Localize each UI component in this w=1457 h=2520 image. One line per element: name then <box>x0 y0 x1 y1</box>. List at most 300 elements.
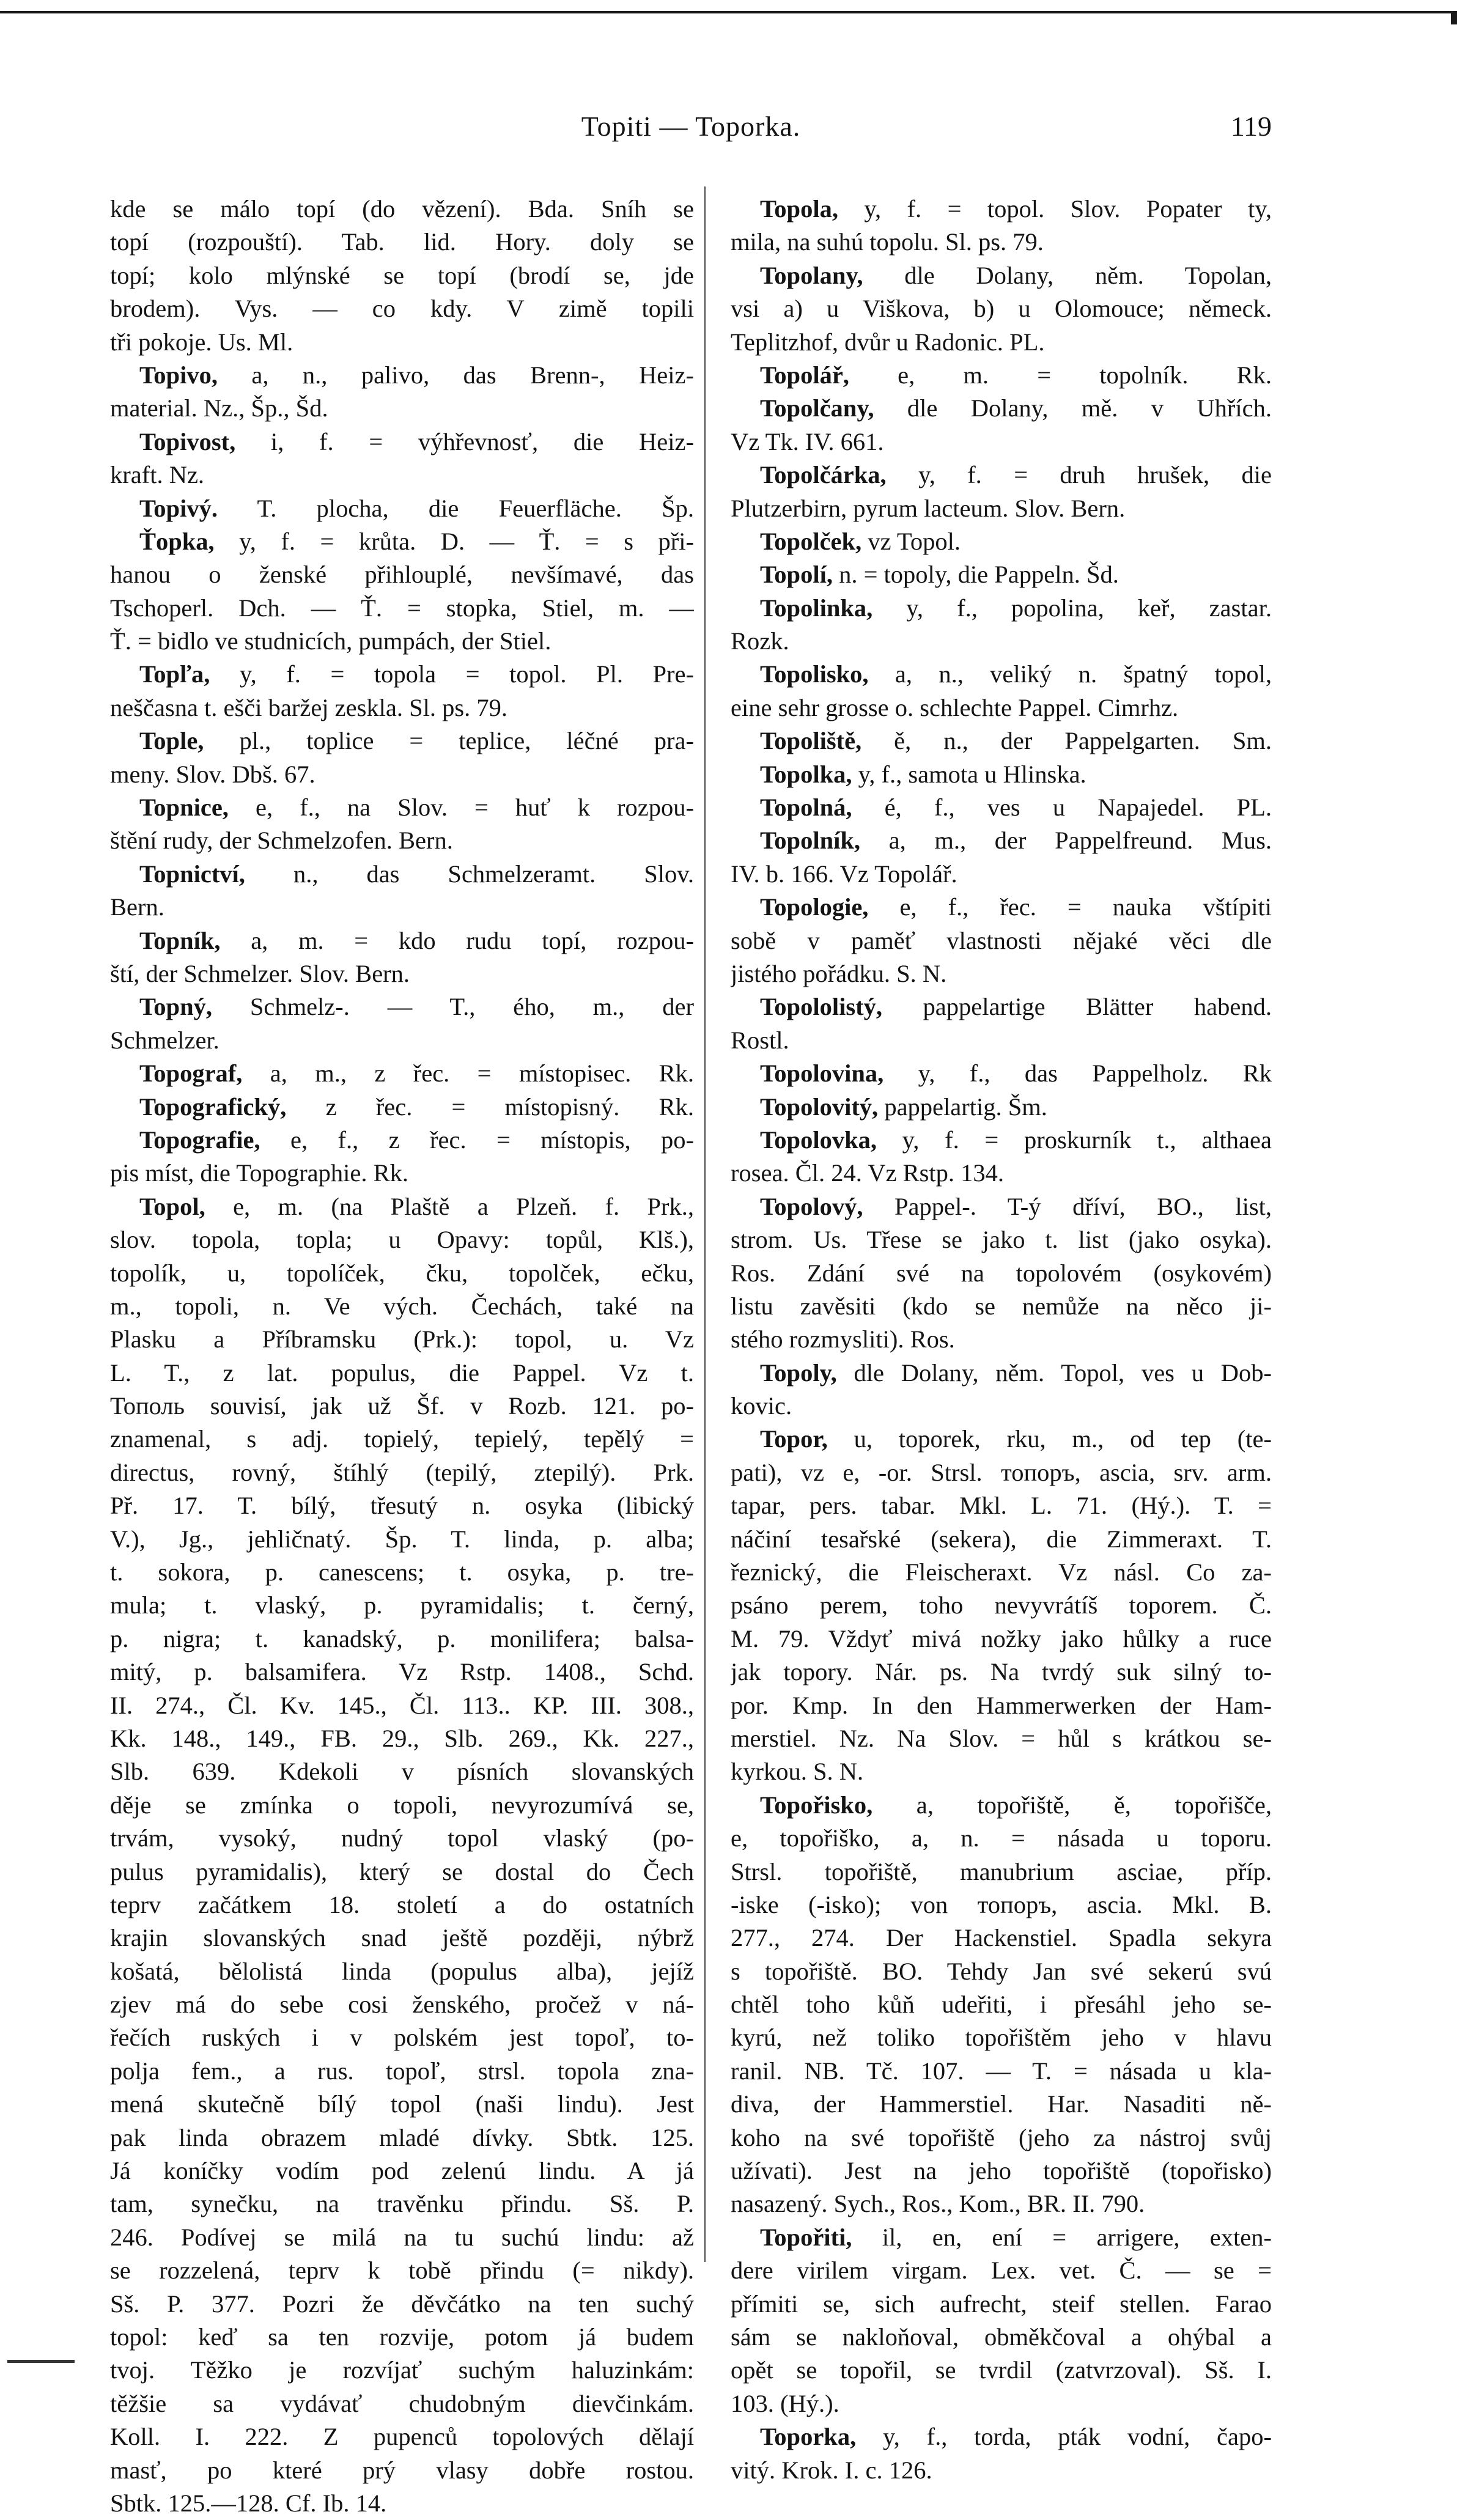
line-text: Teplitzhof, dvůr u Radonic. PL. <box>731 328 1045 356</box>
line-text: dere virilem virgam. Lex. vet. Č. — se = <box>731 2257 1272 2285</box>
entry-first-line <box>731 1357 1272 1390</box>
line-text: y, f., torda, pták vodní, čapo- <box>856 2423 1272 2451</box>
entry-first-line <box>731 193 1272 226</box>
line-text: listu zavěsiti (kdo se nemůže na něco ji- <box>731 1292 1272 1320</box>
headword: Topoly, <box>760 1358 837 1387</box>
page-number: 119 <box>1230 111 1272 142</box>
entry-first-line <box>110 658 694 691</box>
entry-first-line <box>731 658 1272 691</box>
entry-first-line <box>731 459 1272 492</box>
line-text: sám se nakloňoval, obměkčoval a ohýbal a <box>731 2323 1272 2351</box>
entry-first-line <box>731 558 1272 591</box>
line-text: z řec. = místopisný. Rk. <box>286 1092 694 1121</box>
text-line <box>731 2021 1272 2054</box>
text-line <box>731 1290 1272 1323</box>
line-text: topí (rozpouští). Tab. lid. Hory. doly se <box>110 228 694 256</box>
line-text: y, f. = druh hrušek, die <box>886 461 1272 489</box>
line-text: tvoj. Těžko je rozvíjať suchým haluzinkám: <box>110 2356 694 2384</box>
headword: Topolček, <box>760 527 862 555</box>
text-line <box>731 1157 1272 1190</box>
line-text: Ť. = bidlo ve studnicích, pumpách, der Stiel. <box>110 627 551 655</box>
line-text: strom. Us. Třese se jako t. list (jako osyka). <box>731 1226 1272 1254</box>
line-text: e, m. (na Plaště a Plzeň. f. Prk., <box>205 1192 694 1220</box>
text-line <box>731 2387 1272 2420</box>
line-text: T. plocha, die Feuerfläche. Šp. <box>217 494 694 522</box>
line-text: Rostl. <box>731 1026 789 1054</box>
text-line <box>110 1722 694 1755</box>
line-text: n. = topoly, die Pappeln. Šd. <box>832 561 1119 589</box>
line-text: u, toporek, rku, m., od tep (te- <box>827 1425 1272 1453</box>
line-text: -iske (-isko); von топоръ, ascia. Mkl. B. <box>731 1890 1272 1918</box>
line-text: štění rudy, der Schmelzofen. Bern. <box>110 827 453 855</box>
text-line <box>110 558 694 591</box>
text-line <box>110 1955 694 1988</box>
text-line <box>110 592 694 625</box>
text-line <box>731 625 1272 658</box>
line-text: y, f., samota u Hlinska. <box>852 760 1086 788</box>
entry-first-line <box>110 858 694 891</box>
line-text: pati), vz e, -or. Strsl. топоръ, ascia, srv. arm. <box>731 1458 1272 1486</box>
text-line <box>731 2254 1272 2287</box>
text-line <box>110 1323 694 1356</box>
headword: Topoliště, <box>760 727 862 755</box>
text-line <box>110 891 694 924</box>
headword: Topolná, <box>760 794 852 822</box>
text-line <box>731 1689 1272 1722</box>
headword: Topolinka, <box>760 594 873 622</box>
text-line <box>110 2321 694 2354</box>
line-text: dle Dolany, něm. Topol, ves u Dob- <box>836 1358 1272 1387</box>
headword: Topografie, <box>139 1126 260 1154</box>
entry-first-line <box>731 1423 1272 1456</box>
text-line <box>731 2121 1272 2154</box>
line-text: Plasku a Příbramsku (Prk.): topol, u. Vz <box>110 1325 694 1354</box>
entry-first-line <box>731 1190 1272 1223</box>
text-line <box>110 2055 694 2088</box>
line-text: a, topořiště, ě, topořišče, <box>872 1791 1272 1819</box>
line-text: topolík, u, topolíček, čku, topolček, ečku, <box>110 1259 694 1287</box>
text-line <box>731 1523 1272 1556</box>
line-text: Vz Tk. IV. 661. <box>731 427 884 455</box>
line-text: kyrkou. S. N. <box>731 1758 864 1786</box>
text-line <box>731 2354 1272 2387</box>
text-line <box>731 2187 1272 2220</box>
line-text: hanou o ženské přihlouplé, nevšímavé, das <box>110 561 694 589</box>
line-text: directus, rovný, štíhlý (tepilý, ztepilý). Prk. <box>110 1458 694 1486</box>
line-text: jistého pořádku. S. N. <box>731 959 947 987</box>
text-line <box>110 259 694 292</box>
text-line <box>110 1789 694 1822</box>
text-line <box>731 691 1272 724</box>
line-text: topí; kolo mlýnské se topí (brodí se, jde <box>110 261 694 289</box>
line-text: i, f. = výhřevnosť, die Heiz- <box>235 427 694 455</box>
text-line <box>731 1988 1272 2021</box>
text-line <box>110 1456 694 1489</box>
line-text: masť, po které prý vlasy dobře rostou. <box>110 2456 694 2484</box>
line-text: opět se topořil, se tvrdil (zatvrzoval). Sš. I. <box>731 2356 1272 2384</box>
line-text: Bern. <box>110 893 164 921</box>
entry-first-line <box>731 525 1272 558</box>
line-text: neščasna t. ešči baržej zeskla. Sl. ps. 79. <box>110 693 508 721</box>
line-text: e, f., na Slov. = huť k rozpou- <box>228 794 694 822</box>
text-line <box>731 1855 1272 1888</box>
line-text: diva, der Hammerstiel. Har. Nasaditi ně- <box>731 2090 1272 2118</box>
line-text: pulus pyramidalis), který se dostal do Čech <box>110 1857 694 1885</box>
entry-first-line <box>731 259 1272 292</box>
line-text: vsi a) u Viškova, b) u Olomouce; německ. <box>731 295 1272 323</box>
entry-first-line <box>731 392 1272 425</box>
line-text: a, m. = kdo rudu topí, rozpou- <box>220 926 694 954</box>
entry-first-line <box>110 990 694 1023</box>
headword: Toporka, <box>760 2423 857 2451</box>
text-line <box>110 758 694 791</box>
entry-first-line <box>731 2420 1272 2453</box>
entry-first-line <box>110 791 694 824</box>
line-text: těžšie sa vydávať chudobným dievčinkám. <box>110 2389 694 2417</box>
line-text: řečích ruských i v polském jest topoľ, to- <box>110 2024 694 2052</box>
text-line <box>110 1357 694 1390</box>
headword: Topolovina, <box>760 1059 884 1088</box>
headword: Topor, <box>760 1425 828 1453</box>
headword: Tople, <box>139 727 204 755</box>
text-line <box>731 1323 1272 1356</box>
text-line <box>731 1755 1272 1788</box>
headword: Topľa, <box>139 660 210 688</box>
bottom-edge-mark <box>7 2360 75 2363</box>
entry-first-line <box>110 492 694 525</box>
line-text: košatá, bělolistá linda (populus alba), jejíž <box>110 1957 694 1985</box>
text-line <box>731 292 1272 325</box>
line-text: il, en, ení = arrigere, exten- <box>852 2223 1272 2251</box>
text-line <box>110 2387 694 2420</box>
line-text: tři pokoje. Us. Ml. <box>110 328 293 356</box>
line-text: pis míst, die Topographie. Rk. <box>110 1159 409 1187</box>
line-text: y, f. = krůta. D. — Ť. = s při- <box>214 527 694 555</box>
text-line <box>731 1656 1272 1689</box>
headword: Topolčárka, <box>760 461 887 489</box>
line-text: přímiti se, sich aufrecht, steif stellen. Farao <box>731 2290 1272 2318</box>
line-text: IV. b. 166. Vz Topolář. <box>731 860 957 888</box>
text-line <box>110 2354 694 2387</box>
text-line <box>731 1589 1272 1622</box>
line-text: e, topořiško, a, n. = násada u toporu. <box>731 1824 1272 1852</box>
text-line <box>110 2121 694 2154</box>
text-line <box>110 691 694 724</box>
text-line <box>110 226 694 259</box>
line-text: mila, na suhú topolu. Sl. ps. 79. <box>731 228 1044 256</box>
entry-first-line <box>110 924 694 957</box>
entry-first-line <box>110 724 694 757</box>
headword: Topolí, <box>760 561 833 589</box>
line-text: e, f., z řec. = místopis, po- <box>260 1126 694 1154</box>
text-line <box>731 2088 1272 2121</box>
headword: Topořisko, <box>760 1791 873 1819</box>
headword: Topololistý, <box>760 993 882 1021</box>
line-text: se rozzelená, teprv k tobě přindu (= nikdy). <box>110 2257 694 2285</box>
line-text: y, f. = topol. Slov. Popater ty, <box>838 195 1272 223</box>
line-text: kde se málo topí (do vězení). Bda. Sníh se <box>110 195 694 223</box>
line-text: II. 274., Čl. Kv. 145., Čl. 113.. KP. III. 308., <box>110 1691 694 1719</box>
line-text: znamenal, s adj. topielý, tepielý, tepělý = <box>110 1425 694 1453</box>
line-text: Rozk. <box>731 627 789 655</box>
line-text: a, n., veliký n. špatný topol, <box>868 660 1272 688</box>
text-line <box>110 2187 694 2220</box>
line-text: trvám, vysoký, nudný topol vlaský (po- <box>110 1824 694 1852</box>
line-text: y, f., popolina, keř, zastar. <box>872 594 1272 622</box>
text-line <box>110 824 694 857</box>
text-line <box>110 1157 694 1190</box>
line-text: dle Dolany, mě. v Uhřích. <box>874 394 1272 422</box>
line-text: tapar, pers. tabar. Mkl. L. 71. (Hý.). T. = <box>731 1492 1272 1520</box>
text-line <box>731 1024 1272 1057</box>
text-line <box>110 1855 694 1888</box>
line-text: rosea. Čl. 24. Vz Rstp. 134. <box>731 1159 1004 1187</box>
line-text: a, m., der Pappelfreund. Mus. <box>860 827 1272 855</box>
line-text: teprv začátkem 18. století a do ostatních <box>110 1890 694 1918</box>
text-line <box>731 1390 1272 1423</box>
line-text: M. 79. Vždyť mivá nožky jako hůlky a ruce <box>731 1624 1272 1652</box>
headword: Topivý. <box>139 494 218 522</box>
text-line <box>110 1822 694 1855</box>
page-header <box>110 110 1272 147</box>
text-line <box>110 1556 694 1589</box>
line-text: kovic. <box>731 1392 792 1420</box>
text-line <box>110 1988 694 2021</box>
headword: Topolový, <box>760 1192 863 1220</box>
text-line <box>731 2288 1272 2321</box>
right-column <box>731 193 1272 2487</box>
line-text: Strsl. topořiště, manubrium asciae, příp. <box>731 1857 1272 1885</box>
column-divider <box>704 186 706 2262</box>
line-text: dle Dolany, něm. Topolan, <box>863 261 1272 289</box>
running-title: Topiti — Toporka. <box>581 111 801 142</box>
text-line <box>110 2254 694 2287</box>
line-text: Тополь souvisí, jak už Šf. v Rozb. 121. po- <box>110 1392 694 1420</box>
line-text: ští, der Schmelzer. Slov. Bern. <box>110 959 410 987</box>
headword: Topolovitý, <box>760 1092 879 1121</box>
line-text: jak topory. Nár. ps. Na tvrdý suk silný to- <box>731 1658 1272 1686</box>
text-line <box>731 2055 1272 2088</box>
text-line <box>731 858 1272 891</box>
text-line <box>731 226 1272 259</box>
headword: Topolník, <box>760 827 860 855</box>
text-line <box>110 1523 694 1556</box>
line-text: meny. Slov. Dbš. 67. <box>110 760 315 788</box>
headword: Topograf, <box>139 1059 243 1088</box>
line-text: topol: keď sa ten rozvije, potom já budem <box>110 2323 694 2351</box>
text-line <box>110 1223 694 1256</box>
line-text: pappelartige Blätter habend. <box>882 993 1272 1021</box>
text-line <box>110 2420 694 2453</box>
text-line <box>731 1921 1272 1954</box>
line-text: tam, synečku, na travěnku přindu. Sš. P. <box>110 2190 694 2218</box>
line-text: Př. 17. T. bílý, třesutý n. osyka (libický <box>110 1492 694 1520</box>
line-text: 103. (Hý.). <box>731 2389 839 2417</box>
text-line <box>110 2088 694 2121</box>
headword: Topnice, <box>139 794 229 822</box>
line-text: Slb. 639. Kdekoli v písních slovanských <box>110 1758 694 1786</box>
text-line <box>110 1921 694 1954</box>
line-text: kyrú, než toliko topořištěm jeho v hlavu <box>731 2024 1272 2052</box>
text-line <box>110 1888 694 1921</box>
line-text: Schmelz-. — T., ého, m., der <box>212 993 694 1021</box>
text-line <box>731 1822 1272 1855</box>
line-text: slov. topola, topla; u Opavy: topůl, Klš.), <box>110 1226 694 1254</box>
entry-first-line <box>110 359 694 392</box>
entry-first-line <box>110 525 694 558</box>
entry-first-line <box>110 1124 694 1157</box>
line-text: t. sokora, p. canescens; t. osyka, p. tre- <box>110 1558 694 1586</box>
line-text: psáno perem, toho nevyvrátíš toporem. Č. <box>731 1591 1272 1619</box>
text-line <box>110 1257 694 1290</box>
entry-first-line <box>731 891 1272 924</box>
line-text: material. Nz., Šp., Šd. <box>110 394 328 422</box>
entry-first-line <box>731 1091 1272 1124</box>
line-text: merstiel. Nz. Na Slov. = hůl s krátkou se- <box>731 1724 1272 1752</box>
line-text: y, f. = topola = topol. Pl. Pre- <box>210 660 694 688</box>
line-text: s topořiště. BO. Tehdy Jan své sekerú svú <box>731 1957 1272 1985</box>
line-text: mula; t. vlaský, p. pyramidalis; t. černý, <box>110 1591 694 1619</box>
text-line <box>110 2454 694 2487</box>
headword: Topolář, <box>760 361 849 389</box>
text-line <box>731 1489 1272 1522</box>
entry-first-line <box>731 724 1272 757</box>
text-line <box>110 1589 694 1622</box>
line-text: 277., 274. Der Hackenstiel. Spadla sekyra <box>731 1924 1272 1952</box>
entry-first-line <box>731 990 1272 1023</box>
headword: Topný, <box>139 993 212 1021</box>
text-line <box>731 1888 1272 1921</box>
text-line <box>110 1423 694 1456</box>
text-line <box>110 1755 694 1788</box>
text-line <box>731 1722 1272 1755</box>
line-text: Pappel-. T-ý dříví, BO., list, <box>863 1192 1272 1220</box>
entry-first-line <box>731 359 1272 392</box>
top-border-corner <box>1451 11 1457 24</box>
headword: Ťopka, <box>139 527 215 555</box>
entry-first-line <box>731 592 1272 625</box>
text-line <box>110 2288 694 2321</box>
line-text: Já koníčky vodím pod zelenú lindu. A já <box>110 2157 694 2185</box>
text-line <box>110 1390 694 1423</box>
line-text: krajin slovanských snad ještě později, nýbrž <box>110 1924 694 1952</box>
left-column <box>110 193 694 2520</box>
line-text: pappelartig. Šm. <box>878 1092 1047 1121</box>
text-line <box>110 1024 694 1057</box>
line-text: a, m., z řec. = místopisec. Rk. <box>242 1059 694 1088</box>
text-line <box>731 2154 1272 2187</box>
text-line <box>731 2454 1272 2487</box>
line-text: 246. Podívej se milá na tu suchú lindu: až <box>110 2223 694 2251</box>
text-line <box>731 1257 1272 1290</box>
line-text: Sbtk. 125.—128. Cf. Ib. 14. <box>110 2489 387 2517</box>
line-text: Tschoperl. Dch. — Ť. = stopka, Stiel, m. — <box>110 594 694 622</box>
line-text: m., topoli, n. Ve vých. Čechách, také na <box>110 1292 694 1320</box>
line-text: Schmelzer. <box>110 1026 219 1054</box>
headword: Topivost, <box>139 427 236 455</box>
headword: Topola, <box>760 195 838 223</box>
text-line <box>731 1456 1272 1489</box>
text-line <box>110 1656 694 1689</box>
line-text: é, f., ves u Napajedel. PL. <box>852 794 1272 822</box>
text-line <box>110 1623 694 1656</box>
line-text: Kk. 148., 149., FB. 29., Slb. 269., Kk. 227., <box>110 1724 694 1752</box>
headword: Topolka, <box>760 760 852 788</box>
headword: Topologie, <box>760 893 869 921</box>
text-line <box>110 292 694 325</box>
text-line <box>110 1689 694 1722</box>
line-text: kraft. Nz. <box>110 461 205 489</box>
line-text: a, n., palivo, das Brenn-, Heiz- <box>217 361 694 389</box>
headword: Topolany, <box>760 261 863 289</box>
text-line <box>110 326 694 359</box>
top-border-line <box>0 11 1457 13</box>
line-text: Sš. P. 377. Pozri že děvčátko na ten suchý <box>110 2290 694 2318</box>
line-text: Plutzerbirn, pyrum lacteum. Slov. Bern. <box>731 494 1126 522</box>
line-text: zjev má do sebe cosi ženského, pročež v ná- <box>110 1991 694 2019</box>
line-text: sobě v paměť vlastnosti nějaké věci dle <box>731 926 1272 954</box>
line-text: e, m. = topolník. Rk. <box>849 361 1272 389</box>
entry-first-line <box>731 1124 1272 1157</box>
headword: Topografický, <box>139 1092 287 1121</box>
entry-first-line <box>731 1789 1272 1822</box>
text-line <box>110 2154 694 2187</box>
line-text: y, f. = proskurník t., althaea <box>876 1126 1272 1154</box>
line-text: pl., toplice = teplice, léčné pra- <box>204 727 694 755</box>
entry-first-line <box>731 758 1272 791</box>
line-text: vitý. Krok. I. c. 126. <box>731 2456 932 2484</box>
text-line <box>731 1955 1272 1988</box>
line-text: náčiní tesařské (sekera), die Zimmeraxt. T. <box>731 1525 1272 1553</box>
text-line <box>731 492 1272 525</box>
text-line <box>731 2321 1272 2354</box>
text-line <box>731 924 1272 957</box>
line-text: brodem). Vys. — co kdy. V zimě topili <box>110 295 694 323</box>
headword: Topolčany, <box>760 394 874 422</box>
text-line <box>110 2487 694 2520</box>
line-text: mitý, p. balsamifera. Vz Rstp. 1408., Schd. <box>110 1658 694 1686</box>
line-text: vz Topol. <box>861 527 961 555</box>
headword: Topořiti, <box>760 2223 852 2251</box>
entry-first-line <box>110 1091 694 1124</box>
text-line <box>731 1223 1272 1256</box>
text-line <box>731 957 1272 990</box>
text-line <box>110 625 694 658</box>
text-line <box>731 1623 1272 1656</box>
line-text: polja fem., a rus. topoľ, strsl. topola zna- <box>110 2057 694 2085</box>
line-text: nasazený. Sych., Ros., Kom., BR. II. 790. <box>731 2190 1145 2218</box>
text-line <box>110 1290 694 1323</box>
line-text: koho na své topořiště (jeho za nástroj svůj <box>731 2123 1272 2151</box>
text-line <box>110 1489 694 1522</box>
line-text: por. Kmp. In den Hammerwerken der Ham- <box>731 1691 1272 1719</box>
line-text: pak linda obrazem mladé dívky. Sbtk. 125. <box>110 2123 694 2151</box>
entry-first-line <box>110 426 694 459</box>
line-text: L. T., z lat. populus, die Pappel. Vz t. <box>110 1358 694 1387</box>
text-line <box>110 957 694 990</box>
text-line <box>110 392 694 425</box>
line-text: e, f., řec. = nauka vštípiti <box>868 893 1272 921</box>
line-text: ranil. NB. Tč. 107. — T. = násada u kla- <box>731 2057 1272 2085</box>
line-text: n., das Schmelzeramt. Slov. <box>245 860 694 888</box>
entry-first-line <box>731 1057 1272 1090</box>
line-text: Koll. I. 222. Z pupenců topolových dělají <box>110 2423 694 2451</box>
entry-first-line <box>110 1057 694 1090</box>
headword: Topolovka, <box>760 1126 877 1154</box>
line-text: řeznický, die Fleischeraxt. Vz násl. Co za- <box>731 1558 1272 1586</box>
headword: Topnictví, <box>139 860 245 888</box>
text-line <box>110 193 694 226</box>
